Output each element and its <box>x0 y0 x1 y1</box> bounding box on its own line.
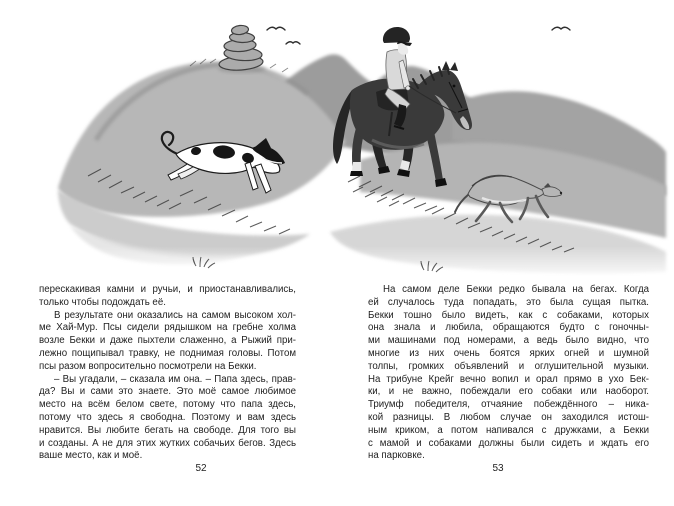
text-line: Триумф победителя, отчаяние побеждённого – ника- <box>368 399 649 411</box>
greyhound-nose <box>560 192 562 194</box>
page-52-text-column <box>39 284 296 463</box>
page-53-text-column <box>368 284 649 463</box>
text-line: толпы, громких объявлений и оглушительной музыки. <box>368 360 649 372</box>
horse-eye <box>453 85 456 88</box>
text-line: ки, и не важно, побеждали его собаки или наоборот. <box>368 386 649 398</box>
text-line: нравится. Вы любите бегать на свободе. Для того вы <box>39 424 296 436</box>
text-line: ми машинами под номерами, а ведь было видно, что <box>368 335 649 347</box>
bird-icon <box>286 42 300 44</box>
text-line: многие из них очень боятся ярких огней и шумной <box>368 347 649 359</box>
rider-helmet <box>383 27 410 43</box>
bird-icon <box>267 27 285 30</box>
horse-ear <box>442 61 450 70</box>
text-line: ме Хай-Мур. Псы сидели рядышком на гребне холма <box>39 322 296 334</box>
text-line: на парковке. <box>368 450 425 462</box>
text-line: кой разницы. В любом случае он заходился истош- <box>368 411 649 423</box>
page-number-53: 53 <box>492 463 504 474</box>
bird-icon <box>552 27 570 30</box>
text-line: псы разом вопросительно посмотрели на Бекки. <box>39 360 257 372</box>
text-line: и созданы. А не для этих жутких собачьих бегов. Здесь <box>39 437 296 449</box>
text-line: лежно пощипывал травку, не поднимая головы. Потом <box>39 347 296 359</box>
text-line: потому что здесь я свободна. Поэтому и вам здесь <box>39 411 296 423</box>
text-line: На трибуне Крейг вечно вопил и орал прямо в ухо Бек- <box>368 373 649 385</box>
text-line: место на всём белом свете, потому что папа здесь, <box>39 399 296 411</box>
text-line: ным криком, а потом напивался с дружками, а Бекки <box>368 424 649 436</box>
text-line: только чтобы подождать её. <box>39 296 166 308</box>
page-number-52: 52 <box>195 463 207 474</box>
text-line: ваше место, как и моё. <box>39 450 143 462</box>
bottom-fade <box>0 246 674 280</box>
text-line: В результате они оказались на самом высоком хол- <box>54 309 296 321</box>
stone-cairn <box>218 25 266 73</box>
text-line: перескакивая камни и ручьи, и приостанавливались, <box>39 284 296 295</box>
birds <box>267 27 570 44</box>
text-line: На самом деле Бекки редко бывала на бегах. Когда <box>383 284 649 295</box>
text-line: она знала и любила, обращаются будто с гоночны- <box>368 322 649 334</box>
horse-sock <box>352 162 361 171</box>
horse-ear <box>450 62 458 71</box>
text-line: ей случалось туда попадать, это была сущая пытка. <box>368 296 649 308</box>
hills <box>0 54 674 280</box>
text-line: возле Бекки и даже пыхтели слаженно, а Рыжий при- <box>39 335 296 347</box>
text-line: – Вы угадали, – сказала им она. – Папа здесь, прав- <box>54 373 296 385</box>
text-line: с мамой и собаками должны были сидеть и ждать его <box>368 437 649 449</box>
text-line: Бекки тошно было видеть, как с собаками, которых <box>368 309 649 321</box>
text-line: да? Вы и сами это знаете. Это моё самое любимое <box>39 386 296 398</box>
horse-hoof <box>350 171 363 176</box>
